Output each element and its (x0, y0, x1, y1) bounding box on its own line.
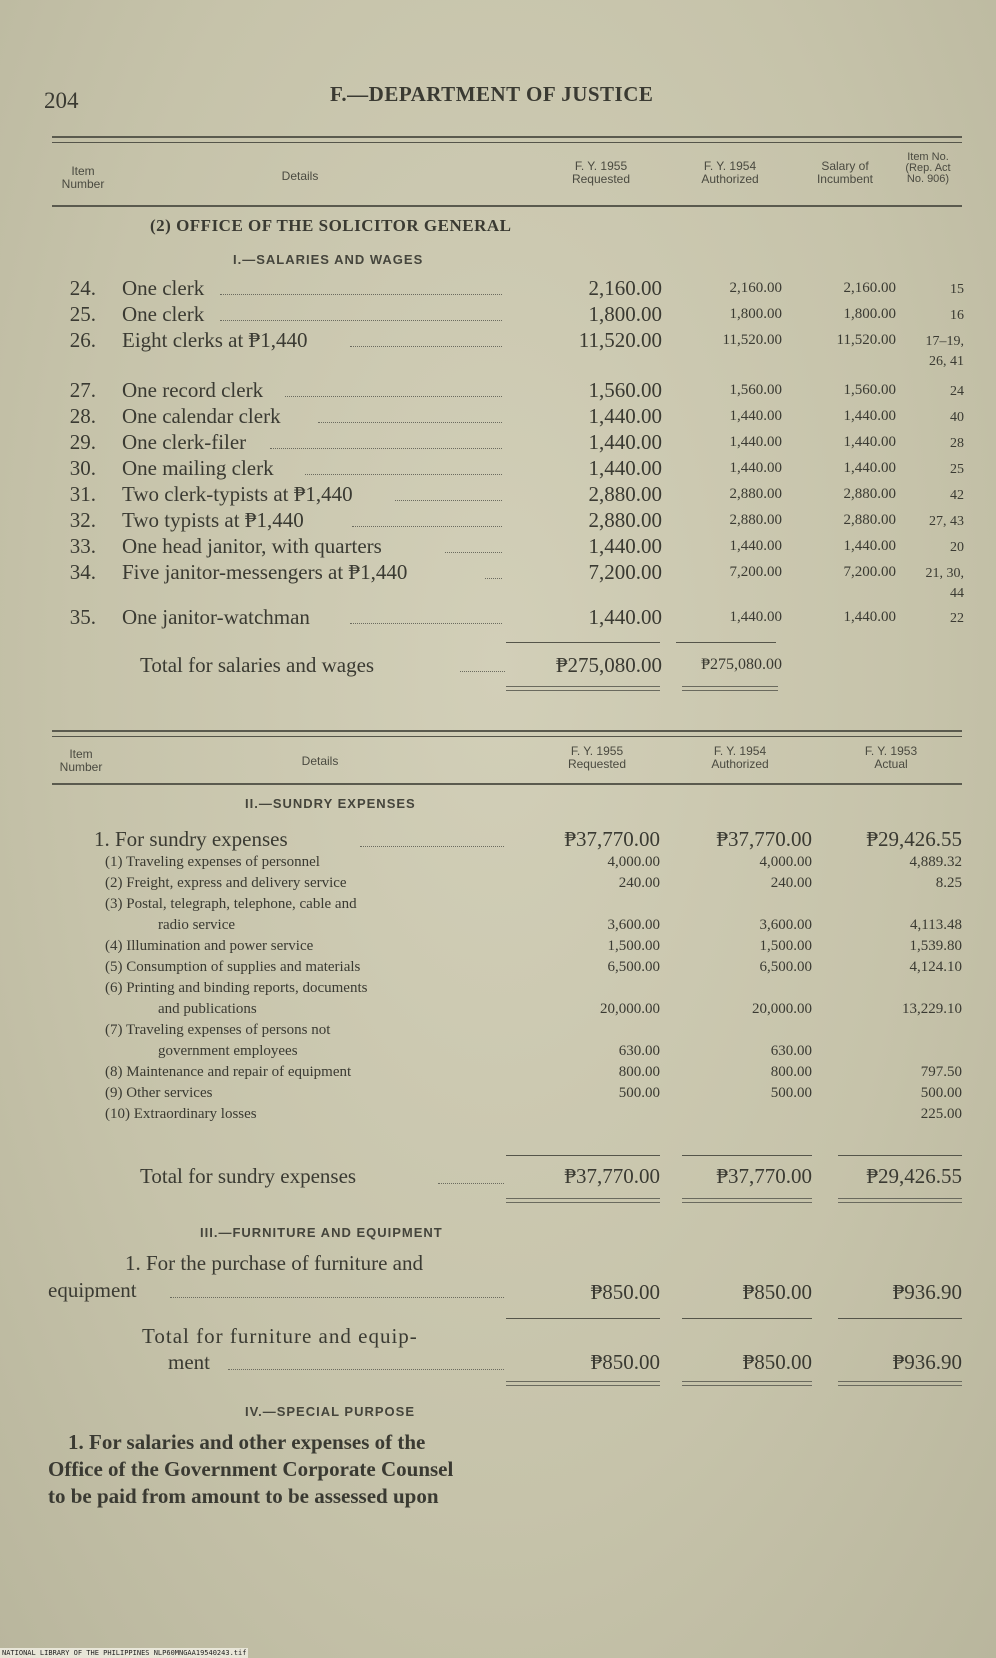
salary-row-number: 33. (69, 534, 96, 558)
sundry-row-label-continued: and publications (158, 1001, 257, 1017)
salary-row-label: One clerk (122, 302, 205, 326)
sundry-row-label: (5) Consumption of supplies and materials (105, 959, 361, 975)
furniture-main-label2: equipment (48, 1278, 137, 1302)
salary-row-requested: 1,440.00 (588, 404, 662, 428)
salary-row (0, 328, 996, 369)
salary-row-requested: 2,880.00 (588, 508, 662, 532)
salary-row (0, 404, 996, 430)
sundry-row-req: 4,000.00 (607, 854, 660, 870)
total-double-rule (506, 1381, 660, 1386)
leader-dots (445, 552, 502, 553)
subtotal-rule (676, 642, 776, 643)
col-header-fy1954: F. Y. 1954 Authorized (701, 159, 759, 186)
subtotal-rule (838, 1318, 962, 1319)
salary-row-number: 29. (69, 430, 96, 454)
salary-row-incumbent: 1,440.00 (843, 434, 896, 450)
salary-total-auth: ₱275,080.00 (701, 656, 782, 673)
total-double-rule (682, 686, 778, 691)
sundry-row-actual: 1,539.80 (909, 938, 962, 954)
leader-dots (395, 500, 502, 501)
salary-row-item-no: 25 (950, 462, 964, 477)
col-header-salary-incumbent: Salary of Incumbent (816, 159, 874, 186)
page-number: 204 (44, 88, 79, 113)
sundry-row-actual: 4,113.48 (910, 917, 962, 933)
leader-dots (318, 422, 502, 423)
total-double-rule (838, 1381, 962, 1386)
header-rule (52, 736, 962, 737)
salary-row (0, 430, 996, 456)
salary-row (0, 378, 996, 404)
sundry-row-label: (10) Extraordinary losses (105, 1106, 257, 1122)
salary-row-incumbent: 1,440.00 (843, 460, 896, 476)
subtotal-rule (682, 1155, 812, 1156)
sundry-row-auth: 1,500.00 (759, 938, 812, 954)
section-heading-sundry: II.—SUNDRY EXPENSES (245, 796, 416, 811)
salary-row-item-no: 24 (950, 384, 964, 399)
salary-row-item-no: 28 (950, 436, 964, 451)
salary-row-number: 26. (69, 328, 96, 352)
salary-row-requested: 1,440.00 (588, 456, 662, 480)
sundry-row-label-continued: radio service (158, 917, 236, 933)
salary-row (0, 276, 996, 302)
salary-row-authorized: 1,440.00 (729, 538, 782, 554)
sundry-row-actual: 500.00 (920, 1085, 962, 1101)
salary-row-authorized: 7,200.00 (729, 564, 782, 580)
salary-row (0, 605, 996, 631)
salary-row-authorized: 1,440.00 (729, 460, 782, 476)
sundry-row-auth: 630.00 (770, 1043, 812, 1059)
sundry-row-req: 3,600.00 (607, 917, 660, 933)
sundry-row-label: (4) Illumination and power service (105, 938, 314, 954)
salary-row-item-no: 20 (950, 540, 964, 555)
subtotal-rule (506, 1318, 660, 1319)
salary-total-label: Total for salaries and wages (140, 653, 375, 677)
total-double-rule (506, 1198, 660, 1203)
leader-dots (438, 1183, 504, 1184)
salary-row-requested: 7,200.00 (588, 560, 662, 584)
col2-header-item-number: Item Number (59, 747, 103, 774)
salary-row (0, 508, 996, 534)
sundry-row-auth: 6,500.00 (759, 959, 812, 975)
salary-row-number: 32. (69, 508, 96, 532)
salary-row-authorized: 11,520.00 (722, 332, 782, 348)
leader-dots (220, 294, 502, 295)
col-header-item-number: Item Number (61, 164, 105, 191)
salary-row-label: One head janitor, with quarters (122, 534, 382, 558)
total-double-rule (506, 686, 660, 691)
total-double-rule (838, 1198, 962, 1203)
leader-dots (220, 320, 502, 321)
special-text-line-3: to be paid from amount to be assessed upon (48, 1484, 439, 1508)
sundry-row-label: (3) Postal, telegraph, telephone, cable and (105, 896, 357, 912)
salary-row-label: One calendar clerk (122, 404, 281, 428)
sundry-row-auth: 3,600.00 (759, 917, 812, 933)
sundry-row-label: (8) Maintenance and repair of equipment (105, 1064, 352, 1080)
salary-row-number: 28. (69, 404, 96, 428)
col2-header-fy1953: F. Y. 1953 Actual (864, 744, 918, 771)
sundry-row-label-continued: government employees (158, 1043, 298, 1059)
salary-row-item-no: 16 (950, 308, 964, 323)
sundry-row-label: (9) Other services (105, 1085, 213, 1101)
sundry-row-req: 800.00 (618, 1064, 660, 1080)
leader-dots (350, 346, 502, 347)
salary-row (0, 482, 996, 508)
salary-row-requested: 11,520.00 (578, 328, 662, 352)
salary-row-item-no: 42 (950, 488, 964, 503)
sundry-row-actual: 13,229.10 (902, 1001, 962, 1017)
salary-row-number: 34. (69, 560, 96, 584)
sundry-main-actual: ₱29,426.55 (866, 827, 962, 851)
salary-row-requested: 2,160.00 (588, 276, 662, 300)
header-rule (52, 783, 962, 785)
page-title: F.—DEPARTMENT OF JUSTICE (330, 82, 654, 106)
salary-row-incumbent: 7,200.00 (843, 564, 896, 580)
salary-row-number: 30. (69, 456, 96, 480)
salary-row-incumbent: 2,880.00 (843, 486, 896, 502)
salary-row-incumbent: 1,800.00 (843, 306, 896, 322)
salary-row-authorized: 1,440.00 (729, 434, 782, 450)
col2-header-details: Details (301, 754, 339, 768)
sundry-row-auth: 800.00 (770, 1064, 812, 1080)
col-header-item-no: Item No. (Rep. Act No. 906) (905, 151, 951, 185)
salary-row-incumbent: 1,440.00 (843, 609, 896, 625)
salary-row (0, 560, 996, 601)
furniture-total-label1: Total for furniture and equip- (142, 1324, 418, 1348)
sundry-total-req: ₱37,770.00 (564, 1164, 660, 1188)
total-double-rule (682, 1198, 812, 1203)
salary-row-item-no: 22 (950, 611, 964, 626)
furniture-total-req: ₱850.00 (590, 1350, 660, 1374)
leader-dots (170, 1297, 504, 1298)
sundry-row-auth: 20,000.00 (752, 1001, 812, 1017)
special-text-line-2: Office of the Government Corporate Counsel (48, 1457, 454, 1481)
salary-row-incumbent: 11,520.00 (836, 332, 896, 348)
salary-row-authorized: 1,440.00 (729, 408, 782, 424)
salary-row-label: One clerk-filer (122, 430, 247, 454)
salary-row-item-no: 15 (950, 282, 964, 297)
salary-row-requested: 2,880.00 (588, 482, 662, 506)
subtotal-rule (838, 1155, 962, 1156)
furniture-main-req: ₱850.00 (590, 1280, 660, 1304)
sundry-row-req: 6,500.00 (607, 959, 660, 975)
sundry-row-label: (1) Traveling expenses of personnel (105, 854, 320, 870)
salary-row-authorized: 1,560.00 (729, 382, 782, 398)
salary-row-label: Eight clerks at ₱1,440 (122, 328, 308, 352)
col-header-fy1955: F. Y. 1955 Requested (571, 159, 631, 186)
salary-row-label: One clerk (122, 276, 205, 300)
sundry-main-req: ₱37,770.00 (564, 827, 660, 851)
leader-dots (285, 396, 502, 397)
salary-row-authorized: 2,880.00 (729, 512, 782, 528)
col2-header-fy1955: F. Y. 1955 Requested (567, 744, 627, 771)
salary-row-number: 27. (69, 378, 96, 402)
sundry-main-label: 1. For sundry expenses (94, 827, 288, 851)
sundry-row-auth: 4,000.00 (759, 854, 812, 870)
header-rule (52, 205, 962, 207)
sundry-row-actual: 4,124.10 (909, 959, 962, 975)
sundry-row-actual: 225.00 (920, 1106, 962, 1122)
sundry-row-auth: 500.00 (770, 1085, 812, 1101)
salary-total-req: ₱275,080.00 (555, 653, 662, 677)
leader-dots (460, 671, 505, 672)
leader-dots (228, 1369, 504, 1370)
furniture-total-label2: ment (168, 1350, 210, 1374)
sundry-row-actual: 797.50 (920, 1064, 962, 1080)
salary-row-requested: 1,440.00 (588, 430, 662, 454)
salary-row-incumbent: 1,560.00 (843, 382, 896, 398)
salary-row-label: Two typists at ₱1,440 (122, 508, 304, 532)
salary-row-item-no: 27, 43 (929, 514, 964, 529)
salary-row (0, 456, 996, 482)
subtotal-rule (506, 1155, 660, 1156)
leader-dots (352, 526, 502, 527)
header-rule (52, 136, 962, 138)
furniture-main-auth: ₱850.00 (742, 1280, 812, 1304)
section-heading-special: IV.—SPECIAL PURPOSE (245, 1404, 415, 1419)
salary-row-label: One record clerk (122, 378, 264, 402)
sundry-row-req: 240.00 (618, 875, 660, 891)
sundry-row-label: (6) Printing and binding reports, documents (105, 980, 368, 996)
leader-dots (350, 623, 502, 624)
salary-row-item-no: 40 (950, 410, 964, 425)
sundry-total-label: Total for sundry expenses (140, 1164, 357, 1188)
sundry-row-label: (2) Freight, express and delivery service (105, 875, 347, 891)
salary-row-label: One janitor-watchman (122, 605, 310, 629)
leader-dots (360, 846, 504, 847)
salary-row-label: Five janitor-messengers at ₱1,440 (122, 560, 408, 584)
sundry-row-req: 500.00 (618, 1085, 660, 1101)
salary-row-number: 35. (69, 605, 96, 629)
sundry-row-auth: 240.00 (770, 875, 812, 891)
total-double-rule (682, 1381, 812, 1386)
sundry-row-req: 630.00 (618, 1043, 660, 1059)
sundry-total-auth: ₱37,770.00 (716, 1164, 812, 1188)
salary-row-requested: 1,800.00 (588, 302, 662, 326)
salary-row-requested: 1,560.00 (588, 378, 662, 402)
salary-row-incumbent: 1,440.00 (843, 408, 896, 424)
leader-dots (270, 448, 502, 449)
section-heading-furniture: III.—FURNITURE AND EQUIPMENT (200, 1225, 443, 1240)
salary-row-authorized: 2,880.00 (729, 486, 782, 502)
scan-footer: NATIONAL LIBRARY OF THE PHILIPPINES NLP60MNGAA19540243.tif (2, 1649, 247, 1657)
salary-row-item-no: 17–19, 26, 41 (925, 334, 964, 369)
salary-row (0, 534, 996, 560)
salary-row-number: 24. (69, 276, 96, 300)
header-rule (52, 142, 962, 143)
salary-row-authorized: 1,800.00 (729, 306, 782, 322)
office-heading: (2) OFFICE OF THE SOLICITOR GENERAL (150, 216, 512, 235)
header-rule (52, 730, 962, 732)
salary-row-requested: 1,440.00 (588, 605, 662, 629)
col2-header-fy1954: F. Y. 1954 Authorized (711, 744, 769, 771)
leader-dots (305, 474, 502, 475)
sundry-row-actual: 8.25 (935, 875, 962, 891)
subtotal-rule (506, 642, 660, 643)
salary-row-requested: 1,440.00 (588, 534, 662, 558)
sundry-total-actual: ₱29,426.55 (866, 1164, 962, 1188)
sundry-main-auth: ₱37,770.00 (716, 827, 812, 851)
salary-row-authorized: 2,160.00 (729, 280, 782, 296)
salary-row-number: 25. (69, 302, 96, 326)
salary-row-number: 31. (69, 482, 96, 506)
special-text-line-1: 1. For salaries and other expenses of the (68, 1430, 426, 1454)
sundry-row-req: 1,500.00 (607, 938, 660, 954)
subtotal-rule (682, 1318, 812, 1319)
sundry-row-label: (7) Traveling expenses of persons not (105, 1022, 331, 1038)
salary-row-authorized: 1,440.00 (729, 609, 782, 625)
furniture-main-actual: ₱936.90 (892, 1280, 962, 1304)
salary-row-incumbent: 1,440.00 (843, 538, 896, 554)
sundry-row-req: 20,000.00 (600, 1001, 660, 1017)
furniture-total-auth: ₱850.00 (742, 1350, 812, 1374)
salary-row-label: Two clerk-typists at ₱1,440 (122, 482, 353, 506)
leader-dots (485, 578, 502, 579)
sundry-row-actual: 4,889.32 (909, 854, 962, 870)
salary-row-incumbent: 2,880.00 (843, 512, 896, 528)
salary-row (0, 302, 996, 328)
section-heading-salaries: I.—SALARIES AND WAGES (233, 252, 424, 267)
salary-row-incumbent: 2,160.00 (843, 280, 896, 296)
furniture-main-label1: 1. For the purchase of furniture and (125, 1251, 423, 1275)
salary-row-item-no: 21, 30, 44 (925, 566, 964, 601)
furniture-total-actual: ₱936.90 (892, 1350, 962, 1374)
salary-row-label: One mailing clerk (122, 456, 274, 480)
col-header-details: Details (281, 169, 319, 183)
